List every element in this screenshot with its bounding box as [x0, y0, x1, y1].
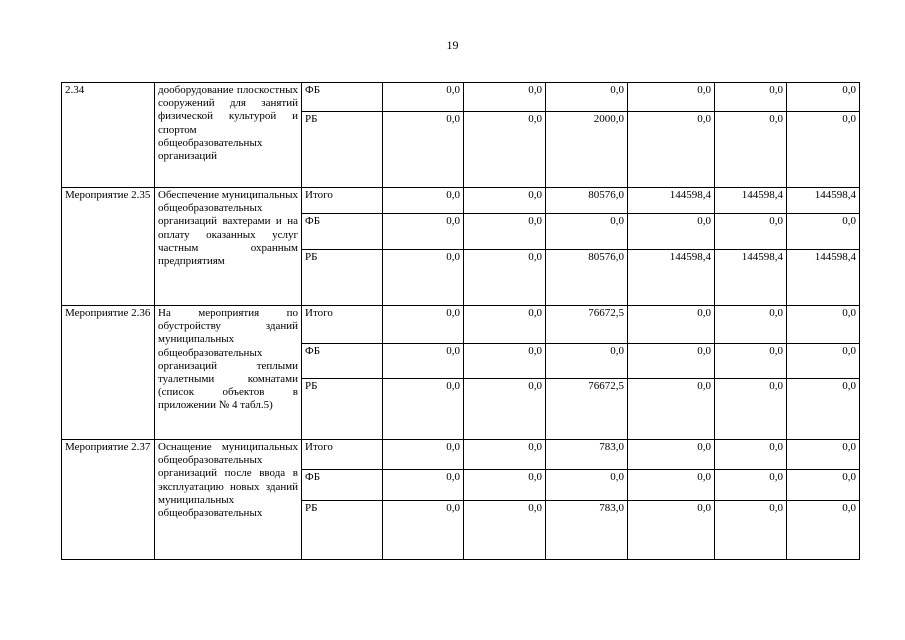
value-cell: 0,0 — [464, 112, 546, 188]
measure-code: Мероприятие 2.36 — [62, 306, 155, 440]
value-cell: 0,0 — [383, 306, 464, 344]
value-cell: 0,0 — [628, 83, 715, 112]
funding-source: РБ — [302, 379, 383, 440]
table-row — [62, 306, 860, 344]
value-cell: 0,0 — [546, 214, 628, 250]
value-cell: 144598,4 — [787, 188, 860, 214]
value-cell: 0,0 — [787, 83, 860, 112]
measure-description: Оснащение муниципальных общеобразовательных организаций после ввода в эксплуатацию новых зданий муниципальных общеобразовательных — [155, 440, 302, 560]
value-cell: 0,0 — [628, 501, 715, 560]
value-cell: 0,0 — [787, 470, 860, 501]
funding-source: ФБ — [302, 344, 383, 379]
value-cell: 0,0 — [383, 250, 464, 306]
table-row — [62, 188, 860, 214]
measure-code: Мероприятие 2.35 — [62, 188, 155, 306]
value-cell: 0,0 — [787, 214, 860, 250]
value-cell: 0,0 — [715, 470, 787, 501]
value-cell: 0,0 — [787, 440, 860, 470]
value-cell: 0,0 — [715, 112, 787, 188]
value-cell: 0,0 — [546, 83, 628, 112]
value-cell: 0,0 — [464, 306, 546, 344]
value-cell: 0,0 — [628, 440, 715, 470]
value-cell: 0,0 — [383, 344, 464, 379]
value-cell: 0,0 — [628, 306, 715, 344]
measure-description: На мероприятия по обустройству зданий муниципальных общеобразовательных организаций теплыми туалетными комнатами (список объектов в приложении № 4 табл.5) — [155, 306, 302, 440]
value-cell: 76672,5 — [546, 379, 628, 440]
value-cell: 0,0 — [546, 344, 628, 379]
value-cell: 0,0 — [628, 112, 715, 188]
value-cell: 0,0 — [464, 344, 546, 379]
value-cell: 0,0 — [383, 501, 464, 560]
value-cell: 144598,4 — [715, 188, 787, 214]
funding-source: РБ — [302, 112, 383, 188]
value-cell: 80576,0 — [546, 188, 628, 214]
funding-source: Итого — [302, 306, 383, 344]
value-cell: 0,0 — [715, 440, 787, 470]
value-cell: 0,0 — [787, 501, 860, 560]
value-cell: 144598,4 — [715, 250, 787, 306]
value-cell: 0,0 — [787, 306, 860, 344]
value-cell: 0,0 — [715, 379, 787, 440]
value-cell: 144598,4 — [628, 188, 715, 214]
value-cell: 76672,5 — [546, 306, 628, 344]
value-cell: 0,0 — [715, 83, 787, 112]
funding-source: Итого — [302, 188, 383, 214]
funding-source: ФБ — [302, 83, 383, 112]
value-cell: 144598,4 — [787, 250, 860, 306]
value-cell: 2000,0 — [546, 112, 628, 188]
value-cell: 0,0 — [546, 470, 628, 501]
value-cell: 0,0 — [715, 344, 787, 379]
value-cell: 80576,0 — [546, 250, 628, 306]
measure-description: дооборудование плоскостных сооружений для занятий физической культурой и спортом общеобразовательных организаций — [155, 83, 302, 188]
measure-code: Мероприятие 2.37 — [62, 440, 155, 560]
value-cell: 0,0 — [383, 379, 464, 440]
table-row — [62, 83, 860, 112]
value-cell: 0,0 — [628, 344, 715, 379]
funding-source: РБ — [302, 501, 383, 560]
value-cell: 0,0 — [383, 470, 464, 501]
value-cell: 783,0 — [546, 501, 628, 560]
funding-source: ФБ — [302, 470, 383, 501]
value-cell: 0,0 — [383, 83, 464, 112]
table-row — [62, 440, 860, 470]
page-number: 19 — [446, 38, 459, 52]
value-cell: 0,0 — [715, 306, 787, 344]
funding-source: Итого — [302, 440, 383, 470]
value-cell: 0,0 — [787, 344, 860, 379]
value-cell: 0,0 — [464, 470, 546, 501]
funding-source: ФБ — [302, 214, 383, 250]
funding-source: РБ — [302, 250, 383, 306]
value-cell: 0,0 — [464, 440, 546, 470]
value-cell: 0,0 — [628, 470, 715, 501]
value-cell: 0,0 — [383, 440, 464, 470]
value-cell: 0,0 — [628, 379, 715, 440]
value-cell: 0,0 — [715, 214, 787, 250]
value-cell: 0,0 — [383, 188, 464, 214]
value-cell: 0,0 — [383, 112, 464, 188]
value-cell: 0,0 — [464, 214, 546, 250]
value-cell: 0,0 — [715, 501, 787, 560]
value-cell: 0,0 — [464, 379, 546, 440]
value-cell: 0,0 — [787, 112, 860, 188]
value-cell: 0,0 — [787, 379, 860, 440]
budget-table — [61, 82, 860, 560]
value-cell: 0,0 — [464, 250, 546, 306]
value-cell: 0,0 — [628, 214, 715, 250]
value-cell: 0,0 — [383, 214, 464, 250]
value-cell: 0,0 — [464, 188, 546, 214]
value-cell: 0,0 — [464, 83, 546, 112]
measure-code: 2.34 — [62, 83, 155, 188]
value-cell: 144598,4 — [628, 250, 715, 306]
value-cell: 0,0 — [464, 501, 546, 560]
measure-description: Обеспечение муниципальных общеобразовательных организаций вахтерами и на оплату оказанных услуг частным охранным предприятиям — [155, 188, 302, 306]
value-cell: 783,0 — [546, 440, 628, 470]
